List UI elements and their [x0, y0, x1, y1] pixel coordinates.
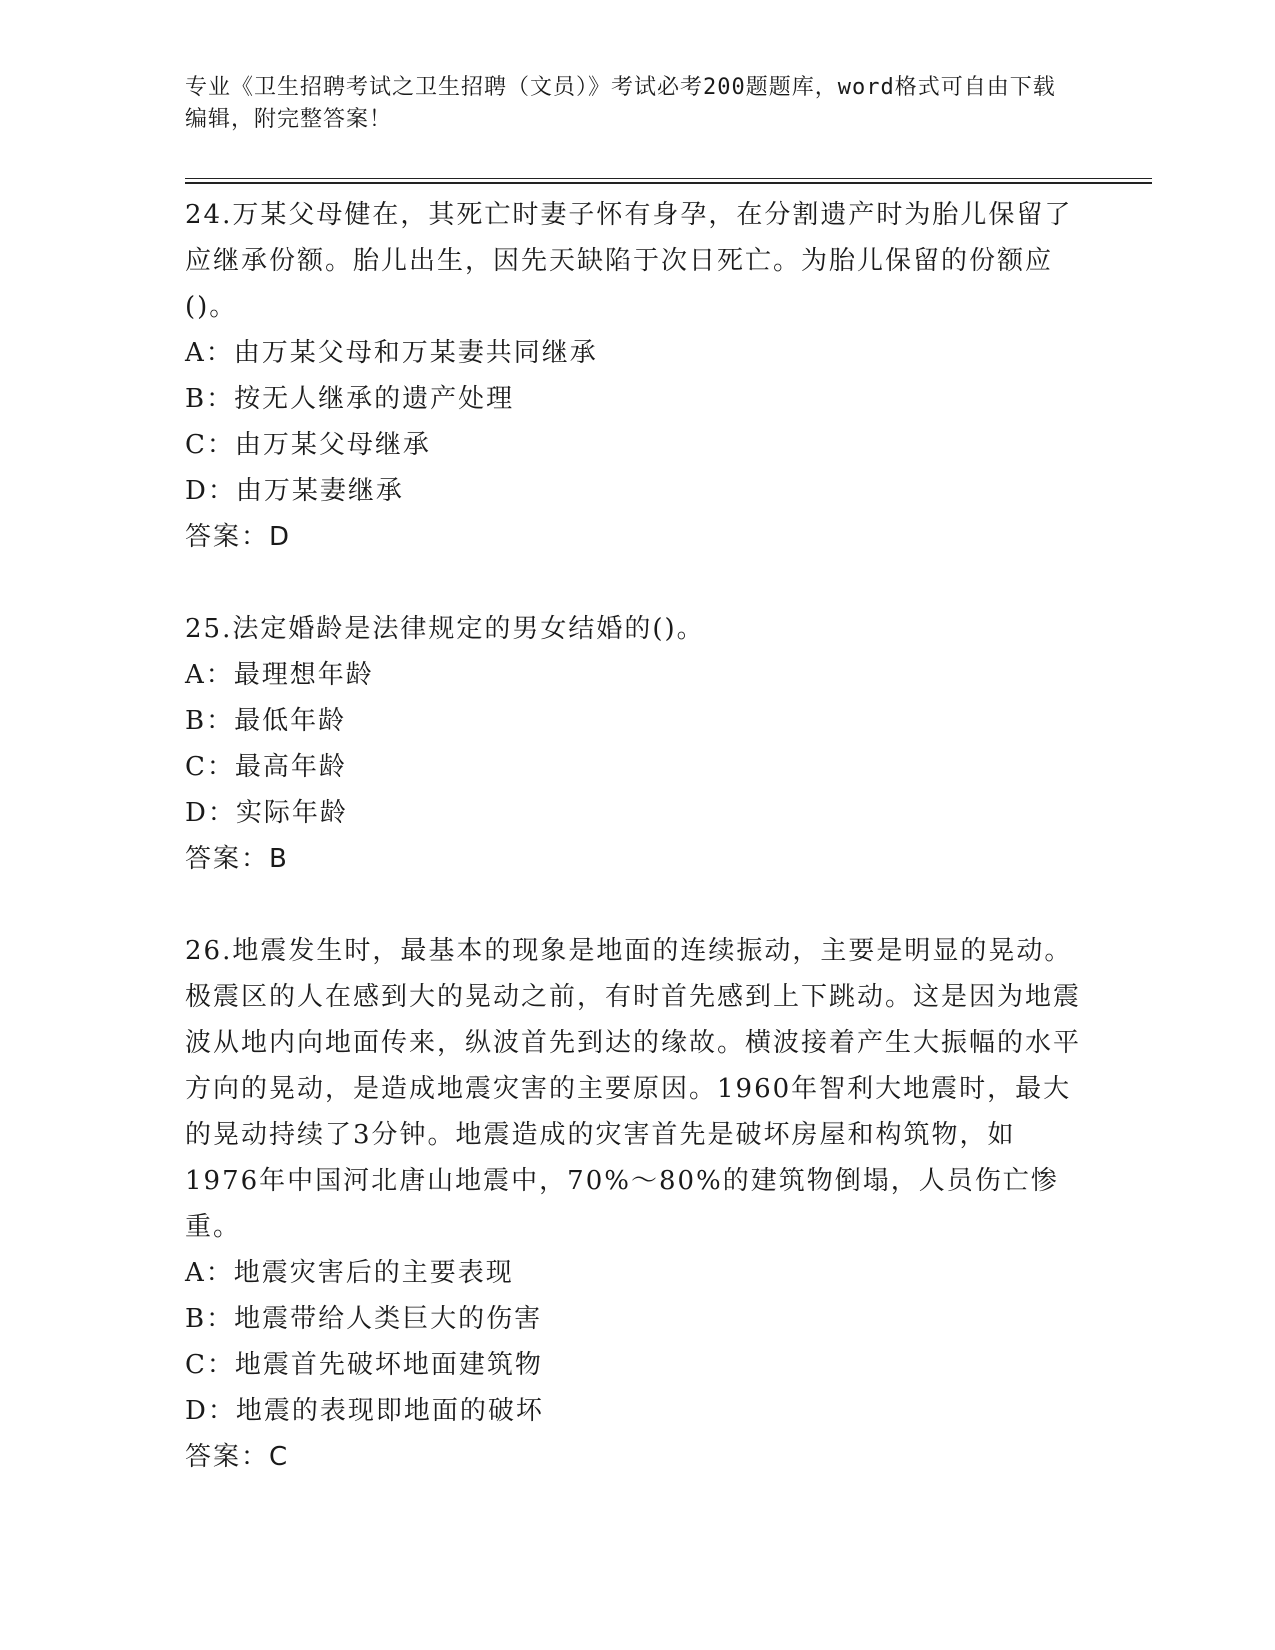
option-c: C：最高年龄 — [185, 752, 347, 782]
question-stem: 24.万某父母健在，其死亡时妻子怀有身孕，在分割遗产时为胎儿保留了应继承份额。胎儿出生，因先天缺陷于次日死亡。为胎儿保留的份额应()。 — [185, 200, 1073, 322]
option-b: B：地震带给人类巨大的伤害 — [185, 1304, 543, 1334]
question-stem: 25.法定婚龄是法律规定的男女结婚的()。 — [185, 614, 705, 644]
option-c: C：由万某父母继承 — [185, 430, 431, 460]
option-b: B：按无人继承的遗产处理 — [185, 384, 515, 414]
question-25 — [185, 606, 1085, 882]
option-a: A：由万某父母和万某妻共同继承 — [185, 338, 598, 368]
question-26 — [185, 928, 1085, 1480]
option-a: A：最理想年龄 — [185, 660, 374, 690]
answer-text: 答案：C — [185, 1442, 290, 1472]
question-stem: 26.地震发生时，最基本的现象是地面的连续振动，主要是明显的晃动。极震区的人在感到大的晃动之前，有时首先感到上下跳动。这是因为地震波从地内向地面传来，纵波首先到达的缘故。横波接着产生大振幅的水平方向的晃动，是造成地震灾害的主要原因。1960年智利大地震时，最大的晃动持续了3分钟。地震造成的灾害首先是破坏房屋和构筑物，如1976年中国河北唐山地震中，70%～80%的建筑物倒塌，人员伤亡惨重。 — [185, 936, 1082, 1242]
option-b: B：最低年龄 — [185, 706, 347, 736]
header-divider-bold — [185, 182, 1152, 184]
option-c: C：地震首先破坏地面建筑物 — [185, 1350, 543, 1380]
answer-text: 答案：B — [185, 844, 289, 874]
document-header: 专业《卫生招聘考试之卫生招聘（文员）》考试必考200题题库，word格式可自由下载编辑，附完整答案！ — [185, 75, 1056, 132]
answer-text: 答案：D — [185, 522, 292, 552]
option-d: D：地震的表现即地面的破坏 — [185, 1396, 544, 1426]
header-divider — [185, 178, 1152, 179]
option-d: D：实际年龄 — [185, 798, 348, 828]
option-a: A：地震灾害后的主要表现 — [185, 1258, 514, 1288]
question-24 — [185, 192, 1085, 560]
option-d: D：由万某妻继承 — [185, 476, 404, 506]
question-list — [185, 192, 1085, 1480]
